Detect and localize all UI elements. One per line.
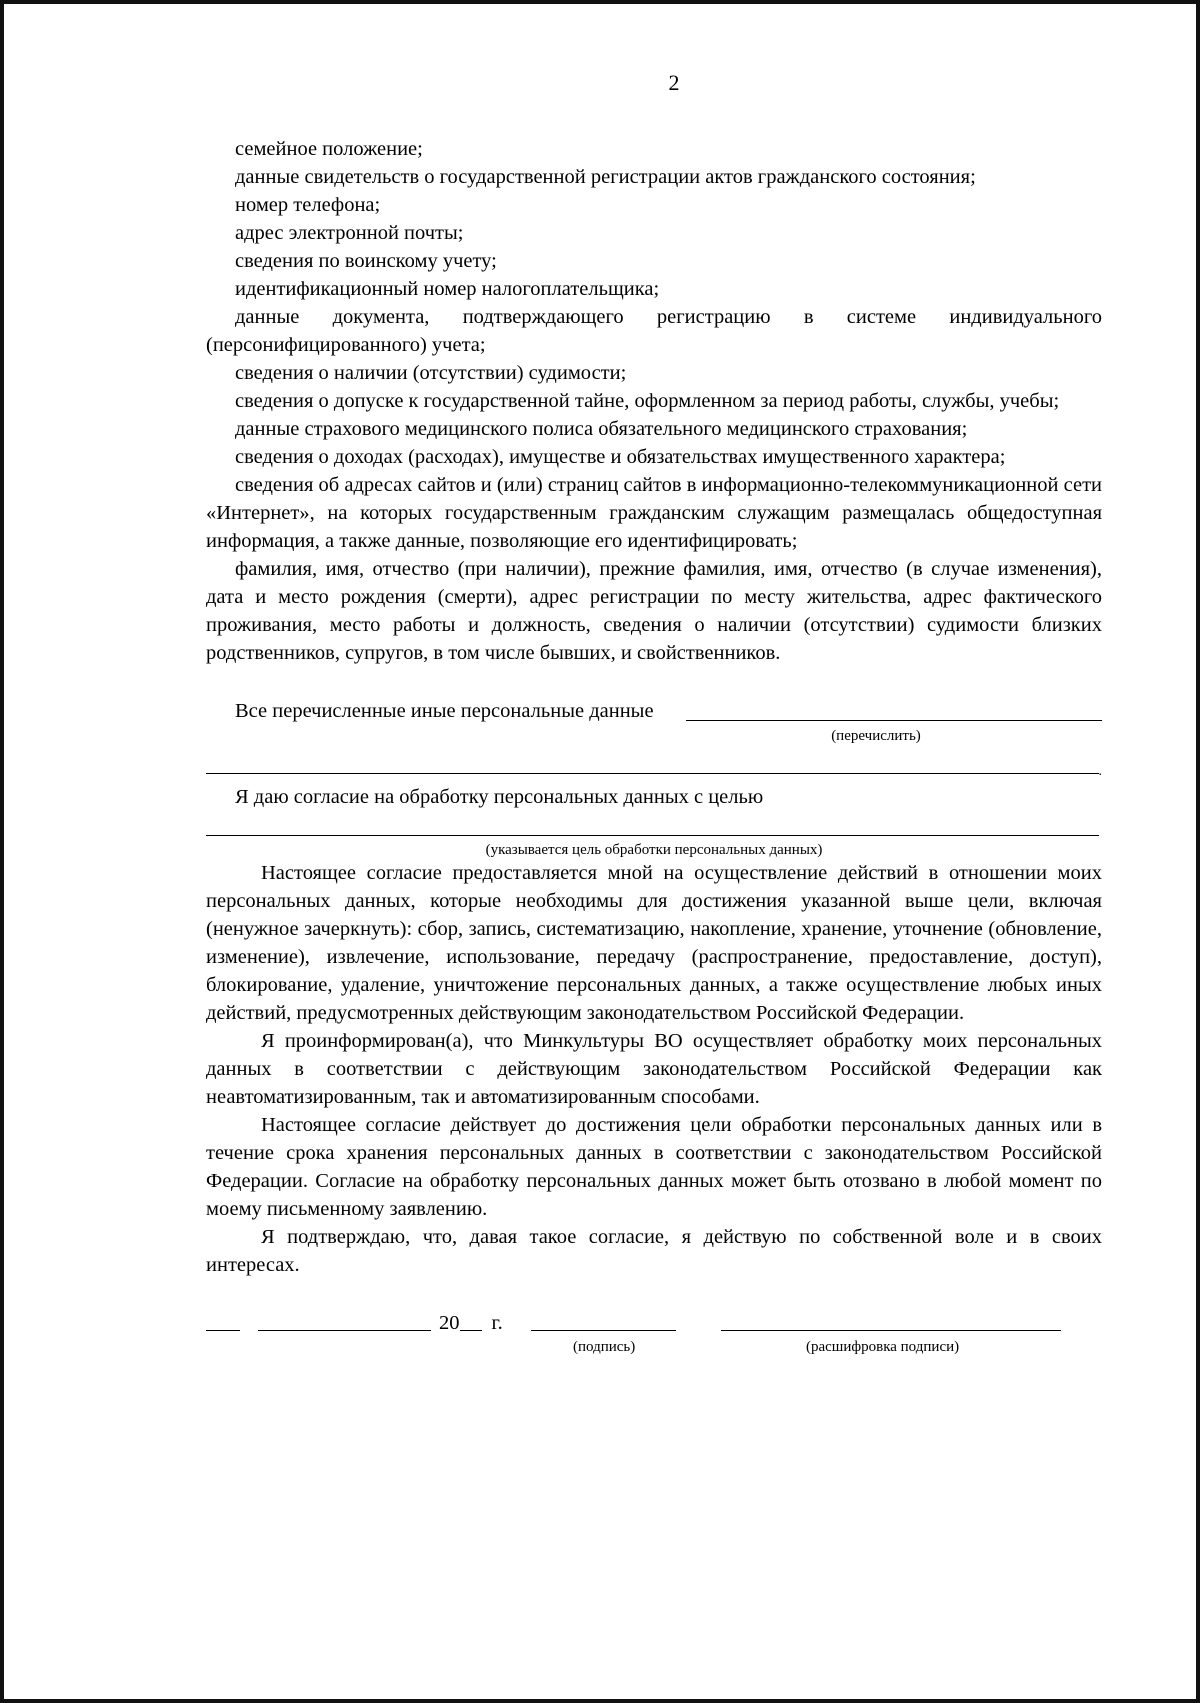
list-item: данные страхового медицинского полиса обязательного медицинского страхования; (235, 418, 968, 440)
list-item: идентификационный номер налогоплательщика; (235, 278, 660, 300)
signature-decode-field[interactable] (721, 1329, 1061, 1331)
list-item: сведения по воинскому учету; (235, 250, 497, 272)
purpose-label: Я даю согласие на обработку персональных данных с целью (235, 786, 764, 808)
other-data-row (206, 697, 1102, 725)
list-item: сведения об адресах сайтов и (или) страниц сайтов в информационно-телекоммуникационной сети «Интернет», на которых государственным гражданским служащим размещалась общедоступная информация, а также данные, позволяющие его идентифицировать; (206, 474, 1102, 552)
signature-row (206, 1307, 1102, 1337)
other-data-continuation (206, 765, 1102, 779)
consent-paragraph: Настоящее согласие предоставляется мной на осуществление действий в отношении моих персональных данных, которые необходимы для достижения указанной выше цели, включая (ненужное зачеркнуть): сбор, запись, систематизацию, накопление, хранение, уточнение (обновление, изменение), извлечение, использование, передачу (распространение, предоставление, доступ), блокирование, удаление, уничтожение персональных данных, а также осуществление любых иных действий, предусмотренных действующим законодательством Российской Федерации. (206, 862, 1102, 1024)
list-item: данные документа, подтверждающего регистрацию в системе индивидуального (персонифицированного) учета; (206, 306, 1102, 356)
other-data-fill-line[interactable] (686, 719, 1102, 721)
purpose-fill-line[interactable] (206, 834, 1099, 836)
list-item: сведения о допуске к государственной тайне, оформленном за период работы, службы, учебы; (235, 390, 1060, 412)
list-item: данные свидетельств о государственной регистрации актов гражданского состояния; (235, 166, 976, 188)
list-item: сведения о наличии (отсутствии) судимости; (235, 362, 627, 384)
signature-captions (206, 1337, 1102, 1359)
day-field[interactable] (206, 1329, 240, 1331)
signature-decode-caption: (расшифровка подписи) (806, 1339, 960, 1355)
consent-paragraph: Я подтверждаю, что, давая такое согласие, я действую по собственной воле и в своих интересах. (206, 1226, 1102, 1276)
list-item: семейное положение; (235, 138, 423, 160)
other-data-fill-line-2[interactable] (206, 772, 1099, 774)
list-item: фамилия, имя, отчество (при наличии), прежние фамилия, имя, отчество (в случае изменения), дата и место рождения (смерти), адрес регистрации по месту жительства, адрес фактического проживания, место работы и должность, сведения о наличии (отсутствии) судимости близких родственников, супругов, в том числе бывших, и свойственников. (206, 558, 1102, 664)
other-data-caption: (перечислить) (831, 728, 921, 744)
document-body (206, 135, 1102, 1359)
signature-caption: (подпись) (573, 1339, 636, 1355)
consent-paragraph: Настоящее согласие действует до достижения цели обработки персональных данных или в течение срока хранения персональных данных в соответствии с законодательством Российской Федерации. Согласие на обработку персональных данных может быть отозвано в любой момент по моему письменному заявлению. (206, 1114, 1102, 1220)
purpose-caption: (указывается цель обработки персональных данных) (485, 842, 823, 858)
year-suffix: г. (491, 1312, 503, 1334)
consent-paragraph: Я проинформирован(а), что Минкультуры ВО осуществляет обработку моих персональных данных в соответствии с действующим законодательством Российской Федерации как неавтоматизированным, так и автоматизированным способами. (206, 1030, 1102, 1108)
year-field[interactable] (460, 1329, 482, 1331)
month-field[interactable] (258, 1329, 431, 1331)
list-item: номер телефона; (235, 194, 381, 216)
signature-field[interactable] (531, 1329, 676, 1331)
list-item: сведения о доходах (расходах), имуществе и обязательствах имущественного характера; (235, 446, 1006, 468)
list-item: адрес электронной почты; (235, 222, 464, 244)
end-mark: . (1098, 764, 1102, 779)
page-number: 2 (668, 70, 680, 95)
other-data-label: Все перечисленные иные персональные данные (235, 700, 654, 722)
year-prefix: 20 (439, 1312, 460, 1334)
